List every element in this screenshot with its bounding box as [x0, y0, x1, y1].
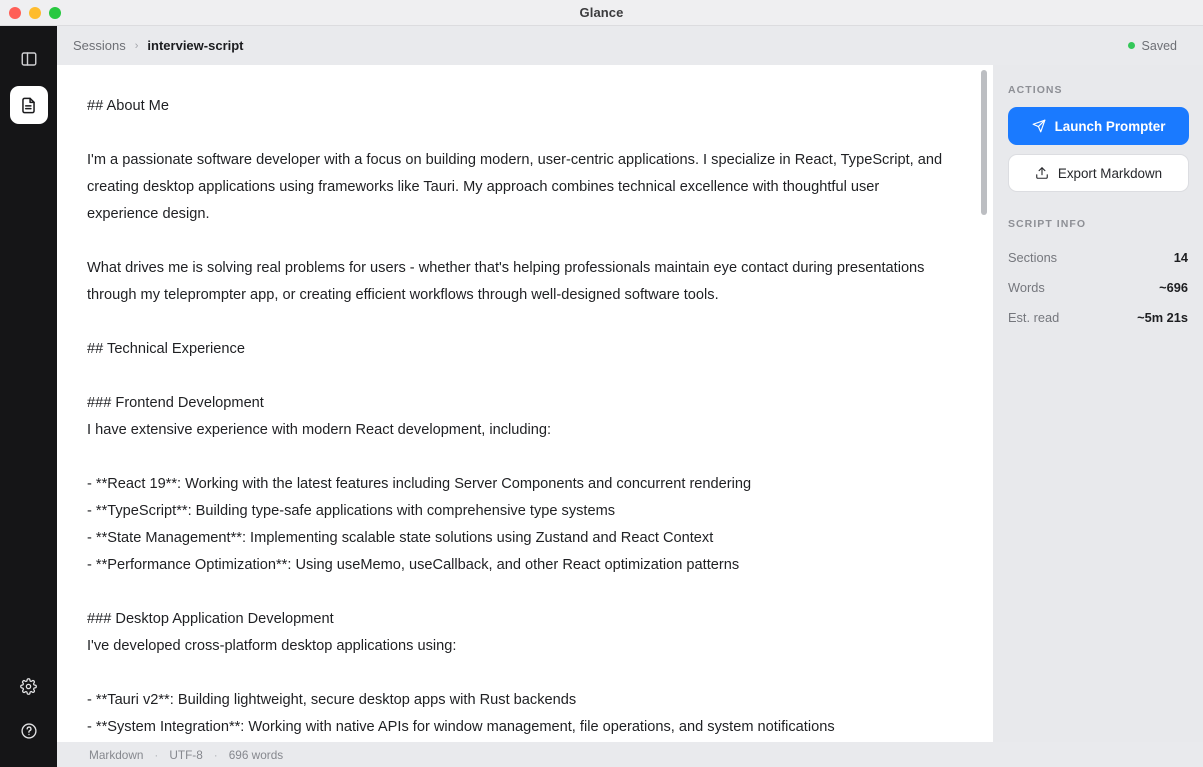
maximize-button[interactable] — [49, 7, 61, 19]
editor-line: ### Frontend Development — [87, 395, 264, 411]
editor-blank-line — [87, 444, 953, 471]
status-encoding: UTF-8 — [169, 747, 203, 762]
status-bar — [57, 742, 1203, 767]
editor-line: - **State Management**: Implementing scalable state solutions using Zustand and React Context — [87, 530, 714, 546]
breadcrumb-current: interview-script — [147, 38, 244, 53]
title-bar — [0, 0, 1203, 26]
panel-layout-icon — [20, 50, 38, 68]
window-title: Glance — [579, 5, 624, 20]
editor-blank-line — [87, 309, 953, 336]
sidebar-item-toggle-sidebar[interactable] — [10, 40, 48, 78]
script-info-heading: SCRIPT INFO — [1008, 218, 1087, 230]
rail-bottom-group — [17, 677, 41, 745]
status-badge — [1128, 39, 1187, 53]
editor-blank-line — [87, 228, 953, 255]
editor-scrollbar[interactable] — [978, 65, 990, 742]
launch-prompter-button[interactable] — [1008, 107, 1189, 145]
editor-line: What drives me is solving real problems for users - whether that's helping professionals maintain eye contact during presentations through my teleprompter app, or creating efficient workflows through well-designed software tools. — [87, 260, 929, 303]
status-dot-icon — [1128, 42, 1135, 49]
actions-heading: ACTIONS — [1008, 84, 1063, 96]
editor-line: I've developed cross-platform desktop applications using: — [87, 638, 457, 654]
upload-icon — [1035, 166, 1049, 180]
breadcrumb-root[interactable]: Sessions — [73, 38, 126, 53]
editor-line: - **React 19**: Working with the latest features including Server Components and concurrent rendering — [87, 476, 752, 492]
help-circle-icon — [20, 722, 38, 745]
gear-icon — [20, 678, 37, 700]
editor-line: - **System Integration**: Working with native APIs for window management, file operations, and system notifications — [87, 719, 835, 735]
help-button[interactable] — [17, 721, 41, 745]
close-button[interactable] — [9, 7, 21, 19]
save-status-label: Saved — [1141, 38, 1177, 53]
right-panel — [993, 65, 1203, 742]
editor-line: I have extensive experience with modern React development, including: — [87, 422, 552, 438]
script-info-key: Sections — [1008, 249, 1058, 265]
editor-line: ## Technical Experience — [87, 341, 245, 357]
breadcrumb — [73, 38, 244, 53]
editor-line: ### Desktop Application Development — [87, 611, 334, 627]
script-info-key: Est. read — [1008, 309, 1060, 325]
minimize-button[interactable] — [29, 7, 41, 19]
editor-blank-line — [87, 579, 953, 606]
status-separator-1: · — [154, 747, 159, 762]
status-separator-2: · — [213, 747, 218, 762]
script-info-value: ~696 — [1159, 279, 1188, 295]
script-info-list — [1008, 242, 1188, 332]
markdown-editor[interactable] — [57, 65, 993, 742]
send-icon — [1032, 119, 1046, 133]
editor-line: - **Tauri v2**: Building lightweight, secure desktop apps with Rust backends — [87, 692, 577, 708]
editor-panel — [57, 65, 993, 742]
script-info-value: ~5m 21s — [1137, 309, 1188, 325]
chevron-right-icon: › — [134, 39, 139, 52]
script-info-key: Words — [1008, 279, 1045, 295]
editor-blank-line — [87, 660, 953, 687]
document-icon — [19, 96, 38, 115]
script-info-row — [1008, 272, 1188, 302]
launch-prompter-label: Launch Prompter — [1054, 118, 1166, 134]
settings-button[interactable] — [17, 677, 41, 701]
export-markdown-label: Export Markdown — [1057, 165, 1163, 181]
traffic-light-group — [9, 0, 61, 26]
left-rail — [0, 26, 57, 767]
script-info-value: 14 — [1173, 249, 1188, 265]
editor-line: - **Performance Optimization**: Using useMemo, useCallback, and other React optimization patterns — [87, 557, 740, 573]
editor-blank-line — [87, 363, 953, 390]
editor-scrollbar-thumb[interactable] — [981, 70, 987, 215]
editor-blank-line — [87, 120, 953, 147]
script-info-row — [1008, 242, 1188, 272]
editor-line: ## About Me — [87, 98, 169, 114]
status-word-count: 696 words — [228, 747, 284, 762]
rail-top-group — [10, 40, 48, 124]
editor-line: - **TypeScript**: Building type-safe applications with comprehensive type systems — [87, 503, 616, 519]
breadcrumb-bar — [57, 26, 1203, 65]
export-markdown-button[interactable] — [1008, 154, 1189, 192]
status-format: Markdown — [89, 747, 144, 762]
script-info-row — [1008, 302, 1188, 332]
sidebar-item-document[interactable] — [10, 86, 48, 124]
editor-line: I'm a passionate software developer with a focus on building modern, user-centric applications. I specialize in React, TypeScript, and creating desktop applications using frameworks like Tauri. My approach combines technical excellence with thoughtful user experience design. — [87, 152, 947, 222]
